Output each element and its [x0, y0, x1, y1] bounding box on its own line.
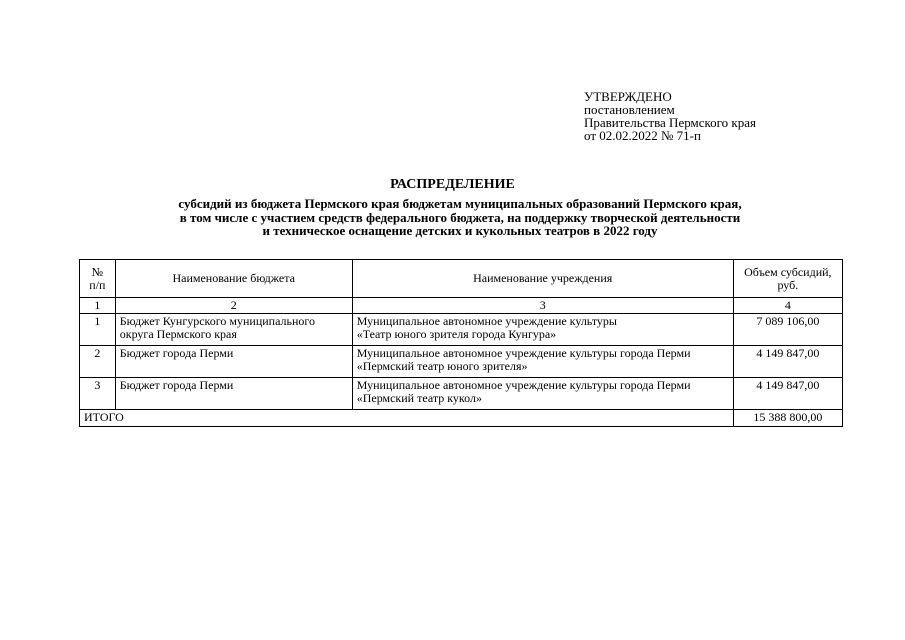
- row-institution-line-1: Муниципальное автономное учреждение культуры города Перми: [356, 378, 691, 392]
- approval-line-3: Правительства Пермского края: [584, 115, 756, 130]
- row-institution-line-2: «Пермский театр юного зрителя»: [356, 359, 528, 373]
- row-institution-line-2: «Пермский театр кукол»: [356, 391, 482, 405]
- column-number-row: [80, 298, 843, 314]
- header-num: [80, 260, 116, 298]
- column-number: 4: [733, 298, 842, 314]
- approval-block: [584, 90, 756, 142]
- row-budget: Бюджет города Перми: [115, 378, 352, 410]
- row-institution: [352, 314, 733, 346]
- subtitle-line-2: в том числе с участием средств федерального бюджета, на поддержку творческой деятельности: [179, 209, 741, 225]
- row-amount: 4 149 847,00: [733, 378, 842, 410]
- header-num-line-2: п/п: [89, 277, 106, 292]
- approval-line-1: УТВЕРЖДЕНО: [584, 89, 672, 104]
- row-num: 3: [80, 378, 116, 410]
- row-institution-line-1: Муниципальное автономное учреждение культуры: [356, 314, 617, 328]
- row-num: 2: [80, 346, 116, 378]
- header-num-line-1: №: [91, 264, 104, 279]
- total-row: [80, 410, 843, 427]
- row-budget: Бюджет города Перми: [115, 346, 352, 378]
- column-number: 2: [115, 298, 352, 314]
- row-amount: 4 149 847,00: [733, 346, 842, 378]
- total-label: ИТОГО: [80, 410, 734, 427]
- subtitle-line-1: субсидий из бюджета Пермского края бюджетам муниципальных образований Пермского края,: [178, 196, 742, 211]
- total-amount: 15 388 800,00: [733, 410, 842, 427]
- approval-line-2: постановлением: [584, 102, 675, 117]
- row-institution: [352, 346, 733, 378]
- row-budget-line-1: Бюджет Кунгурского муниципального: [119, 314, 316, 328]
- header-amount-line-2: руб.: [777, 277, 799, 292]
- row-amount: 7 089 106,00: [733, 314, 842, 346]
- subtitle-line-3: и техническое оснащение детских и кукольных театров в 2022 году: [262, 223, 658, 238]
- header-amount-line-1: Объем субсидий,: [744, 264, 832, 279]
- table-row: [80, 314, 843, 346]
- header-budget: Наименование бюджета: [115, 260, 352, 298]
- header-amount: [733, 260, 842, 298]
- distribution-table: [79, 259, 843, 427]
- row-institution-line-1: Муниципальное автономное учреждение культуры города Перми: [356, 346, 691, 360]
- row-institution-line-2: «Театр юного зрителя города Кунгура»: [356, 327, 557, 341]
- header-institution: Наименование учреждения: [352, 260, 733, 298]
- row-num: 1: [80, 314, 116, 346]
- table-header-row: [80, 260, 843, 298]
- document-title: РАСПРЕДЕЛЕНИЕ: [390, 177, 515, 192]
- row-institution: [352, 378, 733, 410]
- row-budget: [115, 314, 352, 346]
- column-number: 1: [80, 298, 116, 314]
- table-row: [80, 378, 843, 410]
- approval-line-4: от 02.02.2022 № 71-п: [584, 128, 701, 143]
- row-budget-line-2: округа Пермского края: [119, 327, 237, 341]
- document-subtitle: [100, 197, 820, 238]
- column-number: 3: [352, 298, 733, 314]
- table-row: [80, 346, 843, 378]
